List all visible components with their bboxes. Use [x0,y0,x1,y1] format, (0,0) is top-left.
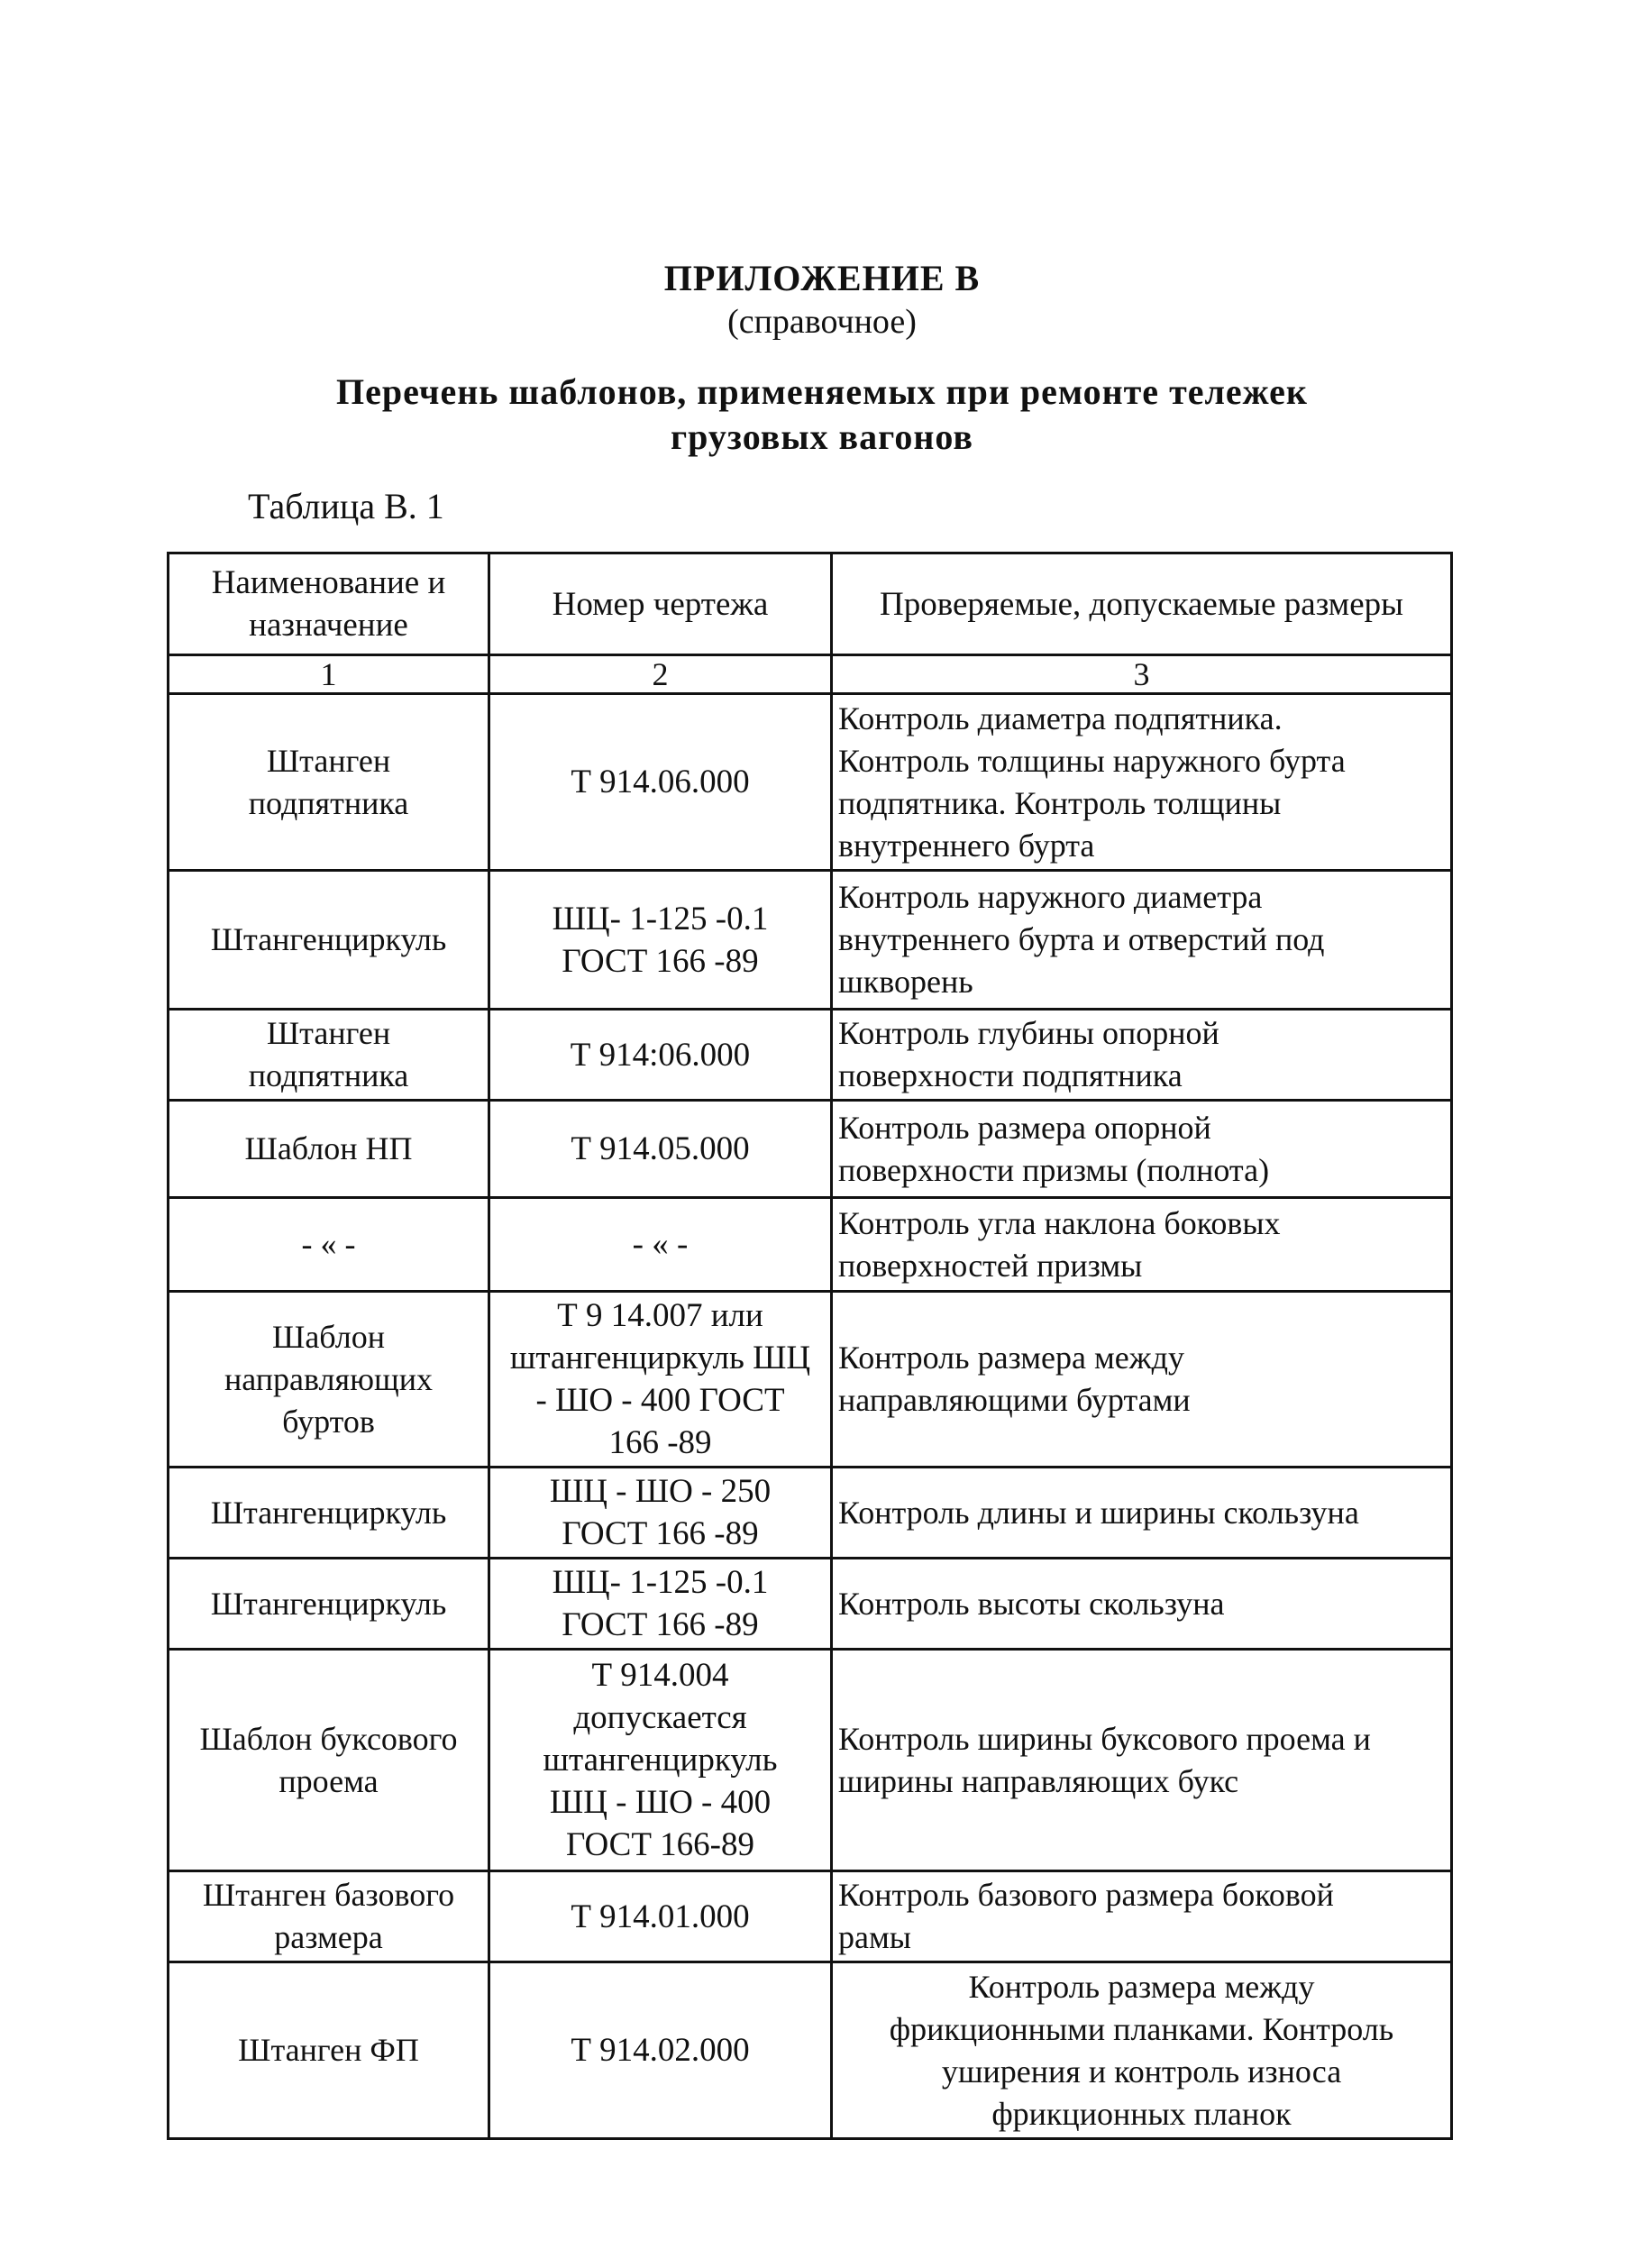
row-sizes: Контроль размера опорной поверхности призмы (полнота) [832,1101,1452,1198]
row-drawing: Т 9 14.007 или штангенциркуль ШЦ - ШО - 400 ГОСТ 166 -89 [489,1292,832,1468]
row-sizes: Контроль ширины буксового проема и ширины направляющих букс [832,1650,1452,1871]
row-drawing: Т 914.004 допускается штангенциркуль ШЦ - ШО - 400 ГОСТ 166-89 [489,1650,832,1871]
row-drawing: ШЦ - ШО - 250 ГОСТ 166 -89 [489,1468,832,1559]
row-drawing: Т 914.02.000 [489,1962,832,2139]
row-name: Штанген ФП [169,1962,489,2139]
row-sizes: Контроль высоты скользуна [832,1559,1452,1650]
row-name: Штангенциркуль [169,1468,489,1559]
templates-table [167,552,1453,2140]
row-drawing: Т 914.05.000 [489,1101,832,1198]
table-row [169,1010,1452,1101]
row-sizes: Контроль размера между фрикционными планками. Контроль уширения и контроль износа фрикционных планок [832,1962,1452,2139]
row-name: Штанген подпятника [169,1010,489,1101]
row-drawing: Т 914.01.000 [489,1871,832,1962]
header-name: Наименование и назначение [169,553,489,655]
column-number: 2 [489,655,832,694]
column-number: 1 [169,655,489,694]
row-name: Штангенциркуль [169,1559,489,1650]
row-name: Штангенциркуль [169,871,489,1010]
column-number-row [169,655,1452,694]
table-row [169,1559,1452,1650]
row-drawing: - « - [489,1198,832,1292]
table-caption: Таблица В. 1 [248,486,444,526]
row-name: Штанген подпятника [169,694,489,871]
row-name: Шаблон НП [169,1101,489,1198]
column-number: 3 [832,655,1452,694]
row-sizes: Контроль глубины опорной поверхности подпятника [832,1010,1452,1101]
table-header-row [169,553,1452,655]
table-row [169,1198,1452,1292]
appendix-subtitle: (справочное) [727,303,917,341]
table-row [169,1101,1452,1198]
row-sizes: Контроль базового размера боковой рамы [832,1871,1452,1962]
row-drawing: Т 914.06.000 [489,694,832,871]
row-drawing: ШЦ- 1-125 -0.1 ГОСТ 166 -89 [489,1559,832,1650]
table-row [169,1871,1452,1962]
table-row [169,694,1452,871]
row-name: Шаблон буксового проема [169,1650,489,1871]
row-sizes: Контроль диаметра подпятника. Контроль толщины наружного бурта подпятника. Контроль толщины внутреннего бурта [832,694,1452,871]
table-row [169,1962,1452,2139]
row-sizes: Контроль угла наклона боковых поверхностей призмы [832,1198,1452,1292]
table-row [169,1292,1452,1468]
row-sizes: Контроль размера между направляющими буртами [832,1292,1452,1468]
table-row [169,1468,1452,1559]
row-name: Штанген базового размера [169,1871,489,1962]
document-title: Перечень шаблонов, применяемых при ремонте тележек грузовых вагонов [336,371,1308,457]
table-row [169,1650,1452,1871]
appendix-title: ПРИЛОЖЕНИЕ В [663,258,981,298]
header-checked-sizes: Проверяемые, допускаемые размеры [832,553,1452,655]
row-sizes: Контроль длины и ширины скользуна [832,1468,1452,1559]
table-row [169,871,1452,1010]
row-name: Шаблон направляющих буртов [169,1292,489,1468]
row-name: - « - [169,1198,489,1292]
row-sizes: Контроль наружного диаметра внутреннего бурта и отверстий под шкворень [832,871,1452,1010]
row-drawing: ШЦ- 1-125 -0.1 ГОСТ 166 -89 [489,871,832,1010]
header-drawing-number: Номер чертежа [489,553,832,655]
row-drawing: Т 914:06.000 [489,1010,832,1101]
